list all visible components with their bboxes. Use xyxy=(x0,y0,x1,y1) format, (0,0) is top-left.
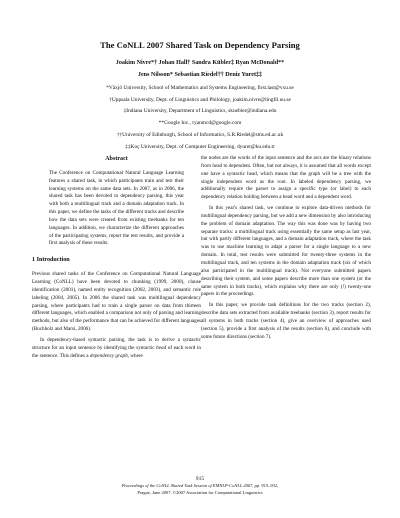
affiliation-list xyxy=(40,83,360,153)
text-run: of each word in the sentence. This defines a xyxy=(32,344,201,359)
paragraph: the nodes are the words of the input sentence and the arcs are the binary relations from head to dependent. Often, but not always, it is assumed that all words except one have a syntactic head, which means that the graph will be a tree with the single independent word as the root. In labeled dependency parsing, we additionally require the parser to assign a specific type (or label) to each dependency relation holding between a head word and a dependent word. xyxy=(201,155,371,201)
section-heading: 1 Introduction xyxy=(32,257,70,264)
abstract-heading: Abstract xyxy=(105,156,128,162)
abstract-text: The Conference on Computational Natural Language Learning features a shared task, in which participants train and test their learning systems on the same data sets. In 2007, as in 2006, the shared task has been devoted to dependency parsing, this year with both a multilingual track and a domain adaptation track. In this paper, we define the tasks of the different tracks and describe how the data sets were created from existing treebanks for ten languages. In addition, we characterize the different approaches of the participating systems, report the test results, and provide a first analysis of these results. xyxy=(49,169,184,247)
affiliation: †Uppsala University, Dept. of Linguistics and Philology, joakim.nivre@lingfil.uu.se xyxy=(109,96,291,103)
author-line: Jens Nilsson* Sebastian Riedel†† Deniz Yuret‡‡ xyxy=(137,71,263,78)
author-list xyxy=(30,58,370,81)
paper-title: The CoNLL 2007 Shared Task on Dependency Parsing xyxy=(100,40,300,50)
text-run: where xyxy=(129,352,143,359)
copyright-line: Prague, June 2007. ©2007 Association for Computational Linguistics xyxy=(137,489,263,495)
affiliation: *Växjö University, School of Mathematics and Systems Engineering, first.last@vxu.se xyxy=(106,85,294,91)
page-number: 915 xyxy=(195,476,205,482)
text-run: In dependency-based syntactic parsing, the task is to derive a syntactic structure for an input sentence by identifying the syntactic xyxy=(32,336,201,351)
author-line: Joakim Nivre*† Johan Hall† Sandra Kübler‡ Ryan McDonald** xyxy=(115,60,285,66)
paragraph: In this year's shared task, we continue to explore data-driven methods for multilingual dependency parsing, but we add a new dimension by also introducing the problem of domain adaptation. The way this was done was by having two separate tracks: a multilingual track using essentially the same setup as last year, but with partly different languages, and a domain adaptation track, where the task was to use machine learning to adapt a parser for a single language to a new domain. In total, test results were submitted for twenty-three systems in the multilingual track, and ten systems in the domain adaptation track (six of which also participated in the multilingual track). Not everyone submitted papers describing their system, and some papers describe more than one system (or the same system in both tracks), which explains why there are only (!) twenty-one papers in the proceedings. xyxy=(201,205,371,298)
left-column xyxy=(32,156,201,363)
affiliation: ††University of Edinburgh, School of Informatics, S.R.Riedel@sms.ed.ac.uk xyxy=(116,131,284,138)
paragraph: Previous shared tasks of the Conference on Computational Natural Language Learning (CoNLL) have been devoted to chunking (1999, 2000), clause identification (2001), named entity recognition (2002, 2003), and semantic role labeling (2004, 2005). In 2006 the shared task was multilingual dependency parsing, where participants had to train a single parser on data from thirteen different languages, which enabled a comparison not only of parsing and learning methods, but also of the performance that can be achieved for different languages (Buchholz and Marsi, 2006). xyxy=(32,271,201,333)
affiliation: **Google Inc., ryanmcd@google.com xyxy=(158,120,242,127)
page-footer xyxy=(0,476,400,496)
affiliation: ‡Indiana University, Department of Linguistics, skuebler@indiana.edu xyxy=(123,108,277,115)
affiliation: ‡‡Koç University, Dept. of Computer Engineering, dyuret@ku.edu.tr xyxy=(125,143,275,150)
emphasis: dependency graph, xyxy=(89,352,129,359)
paragraph: In this paper, we provide task definitions for the two tracks (section 2), describe data sets extracted from available treebanks (section 3), report results for all systems in both tracks (section 4), give an overview of approaches used (section 5), provide a first analysis of the results (section 6), and conclude with some future directions (section 7). xyxy=(201,302,371,340)
paragraph xyxy=(32,337,201,361)
right-column xyxy=(201,155,371,344)
proceedings-line: Proceedings of the CoNLL Shared Task Session of EMNLP-CoNLL 2007, pp. 915–932, xyxy=(121,483,279,489)
emphasis: head xyxy=(156,344,167,351)
